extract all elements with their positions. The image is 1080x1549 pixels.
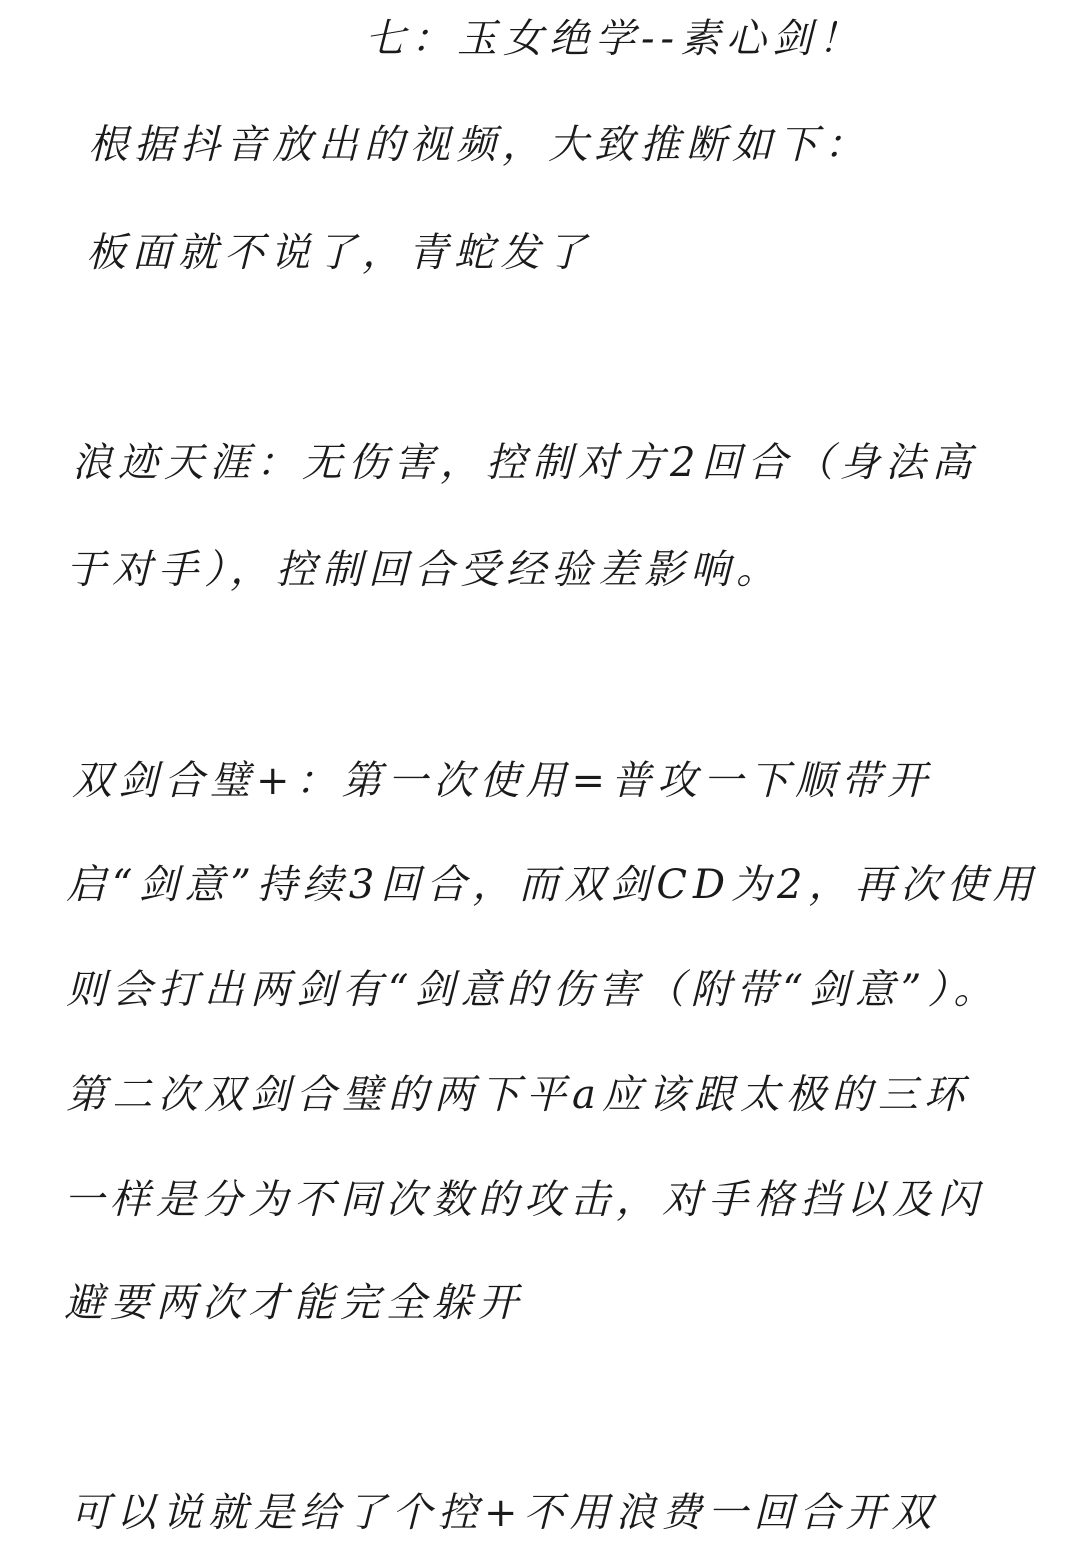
note-line: 避要两次才能完全躲开: [64, 1280, 524, 1326]
note-line: 可以说就是给了个控+不用浪费一回合开双: [70, 1490, 938, 1536]
note-line: 根据抖音放出的视频，大致推断如下：: [88, 122, 870, 168]
note-line: 则会打出两剑有“剑意的伤害（附带“剑意”）。: [66, 967, 1000, 1013]
note-line: 板面就不说了，青蛇发了: [86, 230, 592, 276]
note-line: 浪迹天涯：无伤害，控制对方2回合（身法高: [72, 440, 978, 486]
note-title: 七：玉女绝学--素心剑！: [365, 16, 865, 62]
note-line: 启“剑意”持续3回合，而双剑CD为2，再次使用: [66, 862, 1039, 908]
note-line: 双剑合璧+：第一次使用=普攻一下顺带开: [72, 758, 934, 804]
note-line: 第二次双剑合璧的两下平a应该跟太极的三环: [66, 1072, 970, 1118]
note-line: 于对手），控制回合受经验差影响。: [66, 547, 782, 593]
note-line: 一样是分为不同次数的攻击，对手格挡以及闪: [64, 1177, 984, 1223]
